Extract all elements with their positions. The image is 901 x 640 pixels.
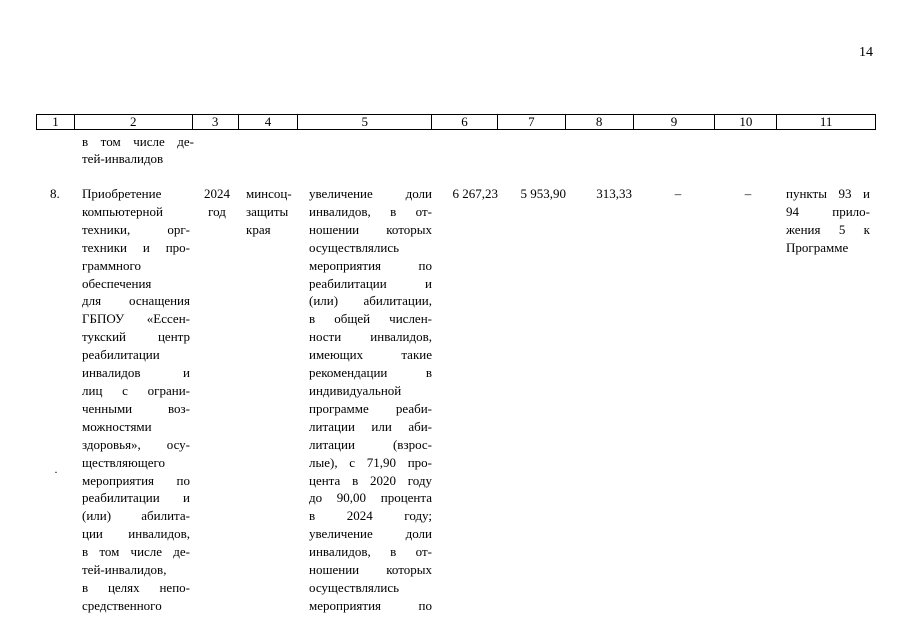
event-name-line: ГБПОУ «Ессен- (82, 311, 190, 327)
indicator-line: цента в 2020 году (309, 472, 432, 488)
indicator-line: инвалидов, в от- (309, 544, 432, 560)
col9-value: – (674, 186, 682, 201)
reference-line: Программе (786, 239, 849, 255)
indicator-line: в 2024 году; (309, 508, 432, 524)
reference-line: жения 5 к (786, 221, 870, 237)
event-name-line: техники, орг- (82, 221, 190, 237)
event-name-line: в том числе де- (82, 544, 190, 560)
reference-line: пункты 93 и (786, 186, 870, 201)
indicator-line: литации (взрос- (309, 436, 432, 452)
event-name-line: ции инвалидов, (82, 526, 190, 542)
event-name-line: лиц с ограни- (82, 382, 190, 398)
indicator-line: до 90,00 процента (309, 490, 432, 506)
event-name-line: средственного (82, 597, 162, 613)
indicator-line: ношении которых (309, 562, 432, 578)
header-col-7: 7 (498, 115, 566, 129)
indicator-line: ношении которых (309, 221, 432, 237)
header-col-10: 10 (715, 115, 777, 129)
regional-amount: 313,33 (596, 186, 632, 201)
row-number: 8. (50, 186, 60, 201)
page-number: 14 (859, 45, 873, 60)
event-name-line: ченными воз- (82, 400, 190, 416)
indicator-line: мероприятия по (309, 257, 432, 273)
event-name-line: можностями (82, 418, 152, 434)
indicator-line: литации или аби- (309, 418, 432, 434)
event-name-line: реабилитации (82, 347, 160, 363)
year-line: год (208, 203, 226, 219)
event-name-line: компьютерной (82, 203, 163, 219)
indicator-line: (или) абилитации, (309, 293, 432, 309)
event-name-line: мероприятия по (82, 472, 190, 488)
header-col-6: 6 (432, 115, 498, 129)
indicator-line: осуществлялись (309, 239, 400, 255)
header-col-11: 11 (819, 114, 833, 129)
continued-text (82, 133, 194, 167)
header-col-3: 3 (193, 115, 239, 129)
event-name-line: ществляющего (82, 454, 165, 470)
header-col-4: 4 (239, 115, 299, 129)
indicator-line: ности инвалидов, (309, 329, 432, 345)
continued-line: тей-инвалидов (82, 151, 164, 166)
indicator-line: лые), с 71,90 про- (309, 454, 432, 470)
budget-amount: 5 953,90 (520, 186, 566, 201)
event-name-line: Приобретение (82, 186, 162, 201)
event-name-line: здоровья», осу- (82, 436, 190, 452)
header-col-2: 2 (75, 115, 193, 129)
indicator-line: программе реаби- (309, 400, 432, 416)
year-line: 2024 (204, 186, 230, 201)
col10-value: – (744, 186, 752, 201)
event-name-line: для оснащения (82, 293, 190, 309)
event-name-line: (или) абилита- (82, 508, 190, 524)
indicator-line: осуществлялись (309, 579, 400, 595)
header-col-8: 8 (566, 115, 634, 129)
event-name-line: тукский центр (82, 329, 190, 345)
event-name-line: обеспечения (82, 275, 152, 291)
indicator-line: увеличение доли (309, 526, 432, 542)
event-name-line: техники и про- (82, 239, 190, 255)
header-col-9: 9 (634, 115, 716, 129)
table-header-row (36, 114, 876, 130)
reference-line: 94 прило- (786, 203, 870, 219)
continued-line: в том числе де- (82, 134, 194, 149)
indicator-line: в общей числен- (309, 311, 432, 327)
event-name-line: в целях непо- (82, 579, 190, 595)
margin-mark: · (54, 465, 58, 479)
reference-cell (786, 185, 870, 257)
executor-cell (246, 185, 302, 239)
indicator-line: увеличение доли (309, 186, 432, 201)
event-name-line: тей-инвалидов, (82, 562, 167, 578)
indicator-line: инвалидов, в от- (309, 203, 432, 219)
event-name-line: инвалидов и (82, 365, 190, 381)
indicator-line: реабилитации и (309, 275, 432, 291)
executor-line: защиты (246, 203, 289, 219)
total-amount: 6 267,23 (452, 186, 498, 201)
executor-line: края (246, 221, 271, 237)
header-col-5: 5 (298, 115, 432, 129)
indicator-line: мероприятия по (309, 597, 432, 613)
event-name-line: реабилитации и (82, 490, 190, 506)
event-name (82, 185, 190, 615)
indicator-line: индивидуальной (309, 382, 402, 398)
indicator-line: рекомендации в (309, 365, 432, 381)
indicator-line: имеющих такие (309, 347, 432, 363)
header-col-1: 1 (37, 115, 75, 129)
event-name-line: граммного (82, 257, 142, 273)
year-cell (200, 185, 234, 221)
indicator-text (309, 185, 432, 615)
executor-line: минсоц- (246, 186, 292, 201)
